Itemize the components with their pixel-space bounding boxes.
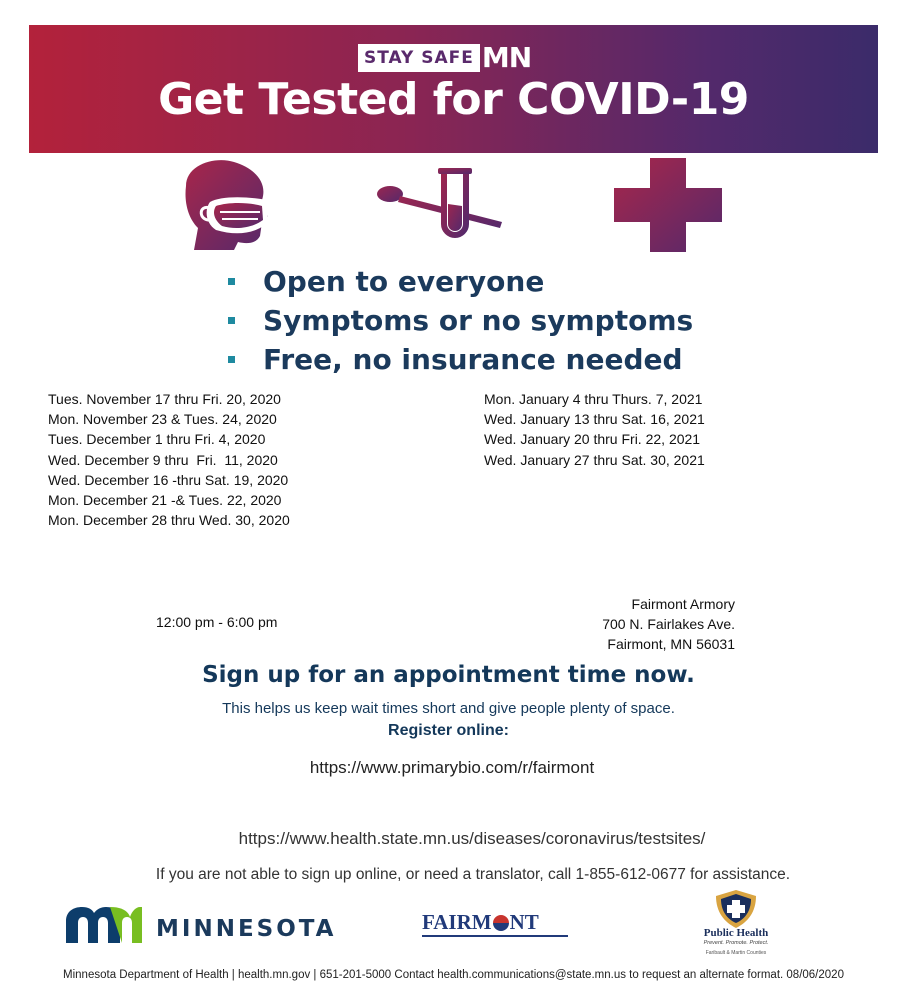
public-health-shield-icon — [714, 890, 758, 928]
register-label: Register online: — [388, 722, 509, 739]
medical-cross-icon — [614, 158, 722, 252]
bullet-square-icon — [228, 317, 235, 324]
address-line: 700 N. Fairlakes Ave. — [602, 616, 735, 632]
address-line: Fairmont Armory — [631, 596, 735, 612]
public-health-title: Public Health — [703, 927, 769, 939]
testsites-link[interactable]: https://www.health.state.mn.us/diseases/coronavirus/testsites/ — [238, 829, 706, 848]
list-item: Open to everyone — [228, 262, 693, 301]
location-address — [560, 594, 735, 654]
stay-safe-mn-badge — [358, 41, 532, 74]
signup-subtext: This helps us keep wait times short and give people plenty of space. — [222, 700, 675, 717]
fairmont-sun-icon — [493, 915, 509, 931]
dates-left-column — [48, 389, 290, 530]
minnesota-m-logo-icon — [66, 907, 142, 943]
testing-hours: 12:00 pm - 6:00 pm — [156, 614, 278, 630]
date-item: Wed. January 13 thru Sat. 16, 2021 — [484, 411, 705, 428]
badge-mn: MN — [481, 41, 532, 74]
footer-text: Minnesota Department of Health | health.mn.gov | 651-201-5000 Contact health.communications@state.mn.us to request an alternate format. 08/06/2020 — [63, 969, 844, 981]
public-health-counties: Faribault & Martin Counties — [705, 950, 767, 956]
bullet-square-icon — [228, 278, 235, 285]
date-item: Mon. January 4 thru Thurs. 7, 2021 — [484, 391, 703, 407]
date-item: Wed. December 9 thru Fri. 11, 2020 — [48, 451, 278, 468]
date-item: Tues. December 1 thru Fri. 4, 2020 — [48, 431, 266, 448]
date-item: Wed. January 27 thru Sat. 30, 2021 — [484, 451, 705, 468]
register-link[interactable]: https://www.primarybio.com/r/fairmont — [309, 758, 595, 777]
test-swab-icon — [376, 166, 506, 240]
address-line: Fairmont, MN 56031 — [607, 636, 735, 652]
date-item: Mon. December 28 thru Wed. 30, 2020 — [48, 512, 290, 529]
dates-right-column — [484, 389, 705, 470]
fairmont-underline — [422, 935, 568, 937]
fairmont-logo: FAIRM NT — [422, 910, 539, 934]
assistance-text: If you are not able to sign up online, or need a translator, call 1-855-612-0677 for assistance. — [155, 866, 791, 883]
date-item: Wed. January 20 thru Fri. 22, 2021 — [484, 431, 701, 448]
public-health-tagline: Prevent. Promote. Protect. — [703, 940, 769, 946]
eligibility-list — [228, 262, 693, 379]
date-item: Mon. December 21 -& Tues. 22, 2020 — [48, 491, 282, 508]
page-title: Get Tested for COVID-19 — [158, 74, 749, 125]
bullet-square-icon — [228, 356, 235, 363]
date-item: Wed. December 16 -thru Sat. 19, 2020 — [48, 471, 289, 488]
badge-stay-safe: STAY SAFE — [358, 44, 480, 72]
date-item: Mon. November 23 & Tues. 24, 2020 — [48, 411, 277, 428]
list-item: Symptoms or no symptoms — [228, 301, 693, 340]
masked-person-icon — [176, 156, 272, 250]
signup-heading: Sign up for an appointment time now. — [202, 662, 695, 688]
date-item: Tues. November 17 thru Fri. 20, 2020 — [48, 391, 281, 407]
minnesota-wordmark: MINNESOTA — [156, 916, 337, 942]
list-item: Free, no insurance needed — [228, 340, 693, 379]
